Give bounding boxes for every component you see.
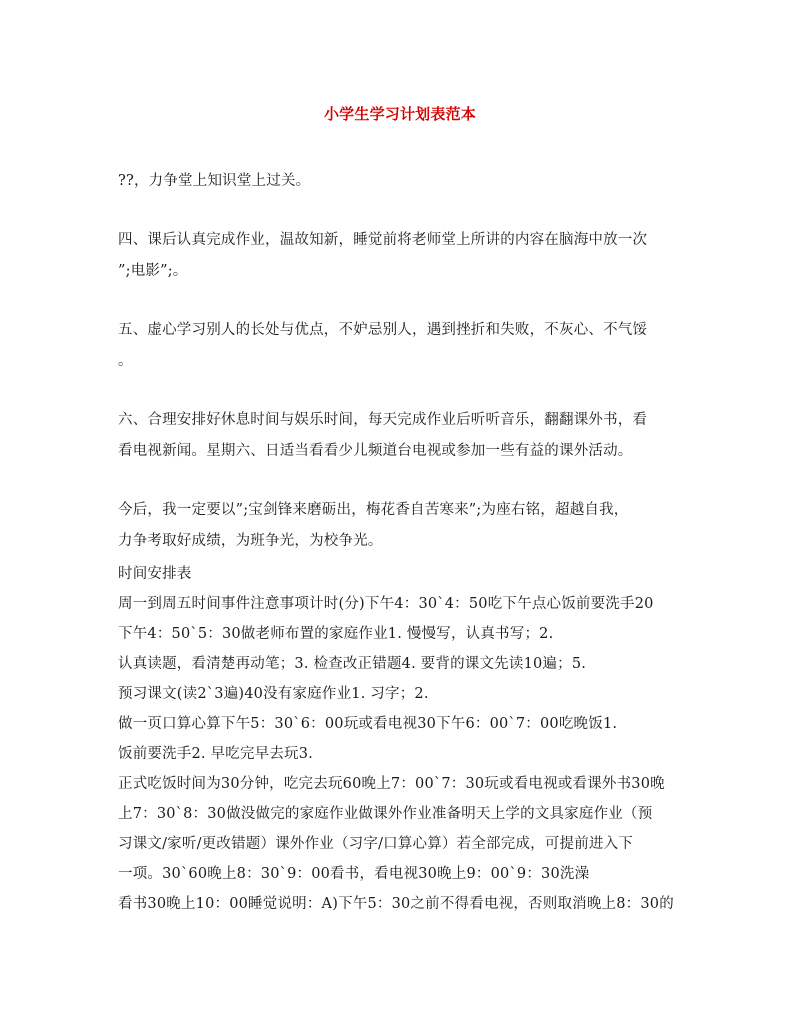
schedule-line: 周一到周五时间事件注意事项计时(分)下午4：30`4：50吃下午点心饭前要洗手20 xyxy=(118,596,654,612)
schedule-line: 饭前要洗手2. 早吃完早去玩3. xyxy=(118,746,313,762)
schedule-line: 上7：30`8：30做没做完的家庭作业做课外作业准备明天上学的文具家庭作业（预 xyxy=(118,806,653,822)
paragraph-line: 看电视新闻。星期六、日适当看看少儿频道台电视或参加一些有益的课外活动。 xyxy=(118,443,633,459)
section-heading: 时间安排表 xyxy=(118,566,192,582)
paragraph-line: 五、虚心学习别人的长处与优点，不妒忌别人，遇到挫折和失败，不灰心、不气馁 xyxy=(118,322,648,338)
schedule-line: 正式吃饭时间为30分钟，吃完去玩60晚上7：00`7：30玩或看电视或看课外书30晚 xyxy=(118,776,665,792)
schedule-line: 习课文/家听/更改错题）课外作业（习字/口算心算）若全部完成，可提前进入下 xyxy=(118,836,634,852)
paragraph-line: 四、课后认真完成作业，温故知新，睡觉前将老师堂上所讲的内容在脑海中放一次 xyxy=(118,232,648,248)
paragraph-line: 今后，我一定要以”;宝剑锋来磨砺出，梅花香自苦寒来”;为座右铭，超越自我， xyxy=(118,502,629,518)
paragraph-line: ”;电影”;。 xyxy=(118,263,188,279)
schedule-line: 做一页口算心算下午5：30`6：00玩或看电视30下午6：00`7：00吃晚饭1. xyxy=(118,716,618,732)
schedule-line: 下午4：50`5：30做老师布置的家庭作业1. 慢慢写，认真书写；2. xyxy=(118,626,554,642)
paragraph-line: ??，力争堂上知识堂上过关。 xyxy=(118,173,311,189)
schedule-line: 认真读题，看清楚再动笔；3. 检查改正错题4. 要背的课文先读10遍；5. xyxy=(118,656,587,672)
paragraph-line: 六、合理安排好休息时间与娱乐时间，每天完成作业后听听音乐，翻翻课外书，看 xyxy=(118,412,648,428)
paragraph-line: 力争考取好成绩，为班争光，为校争光。 xyxy=(118,533,383,549)
document-title: 小学生学习计划表范本 xyxy=(323,105,476,123)
schedule-line: 预习课文(读2`3遍)40没有家庭作业1. 习字；2. xyxy=(118,686,429,702)
paragraph-line: 。 xyxy=(118,353,133,369)
schedule-line: 一项。30`60晚上8：30`9：00看书，看电视30晚上9：00`9：30洗澡 xyxy=(118,866,590,882)
schedule-line: 看书30晚上10：00睡觉说明：A)下午5：30之前不得看电视，否则取消晚上8：30的 xyxy=(118,896,674,912)
